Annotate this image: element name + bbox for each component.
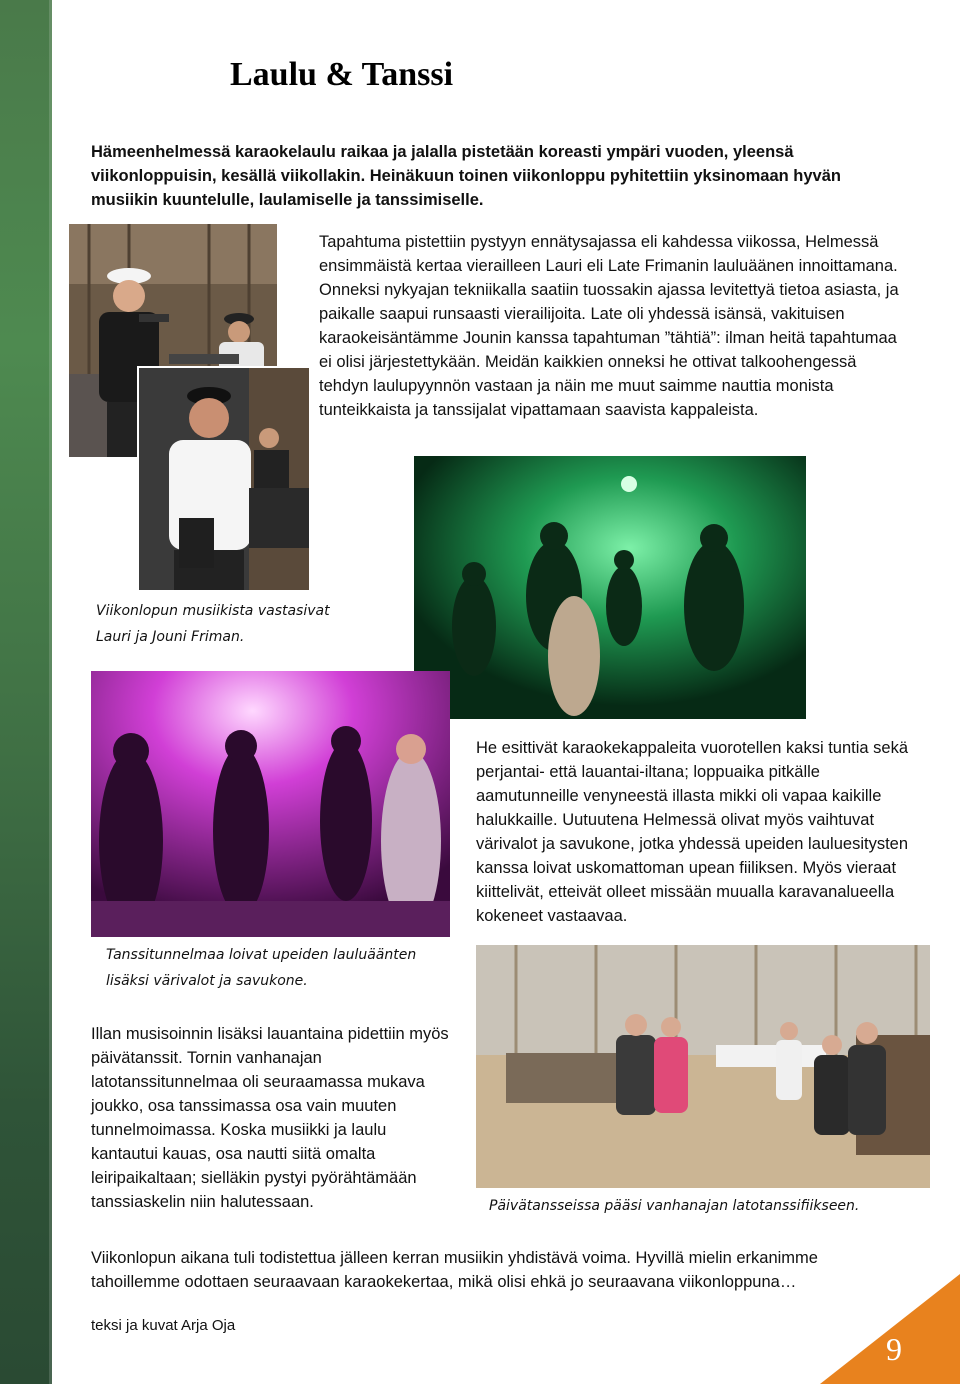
photo-barn-dance — [476, 945, 930, 1188]
page-title: Laulu & Tanssi — [230, 56, 454, 93]
photo-green-dancefloor — [414, 456, 806, 719]
photo-pink-dancefloor — [91, 671, 450, 937]
caption-lights: Tanssitunnelmaa loivat upeiden lauluäänten lisäksi värivalot ja savukone. — [106, 947, 417, 989]
caption-barn-dance: Päivätansseissa pääsi vanhanajan latotanssifiikseen. — [489, 1198, 860, 1214]
paragraph-3: Illan musisoinnin lisäksi lauantaina pidettiin myös päivätanssit. Tornin vanhanajan latotanssitunnelmaa oli seuraamassa mukava joukko, osa tanssimassa osa vain muuten tunnelmoimassa. Koska musiikki ja laulu kantautui kauas, osa nautti siitä omalta leiripaikaltaan; sielläkin pystyi pyörähtämään tanssiaskelin niin halutessaan. — [91, 1025, 449, 1211]
paragraph-1: Tapahtuma pistettiin pystyyn ennätysajassa eli kahdessa viikossa, Helmessä ensimmäistä kertaa vierailleen Lauri eli Late Frimanin lauluäänen innoittamana. Onneksi nykyajan tekniikalla saatiin tuossakin ajassa levitettyä tietoa asiasta, ja paikalle saapui runsaasti vierailijoita. Late oli yhdessä isänsä, vakituisen karaokeisäntämme Jounin kanssa tapahtuman ”tähtiä”: ilman heitä tapahtumaa ei olisi järjestettykään. Meidän kaikkien onneksi he ottivat talkoohengessä tehdyn laulupyynnön vastaan ja näin me muut saimme nauttia monista tunteikkaista ja tanssijalat vipattamaan saavista kappaleista. — [319, 233, 899, 419]
page-number: 9 — [886, 1331, 902, 1367]
caption-musicians: Viikonlopun musiikista vastasivat Lauri ja Jouni Friman. — [96, 603, 330, 645]
photo-credit: teksi ja kuvat Arja Oja — [91, 1317, 236, 1334]
closing-paragraph: Viikonlopun aikana tuli todistettua jälleen kerran musiikin yhdistävä voima. Hyvillä mielin erkanimme tahoillemme odottaen seuraavaan karaokekertaa, mikä olisi ehkä jo seuraavana viikonloppuna… — [91, 1249, 818, 1291]
intro-paragraph: Hämeenhelmessä karaokelaulu raikaa ja jalalla pistetään koreasti ympäri vuoden, yleensä viikonloppuisin, kesällä viikollakin. Heinäkuun toinen viikonloppu pyhitettiin yksinomaan hyvän musiikin kuuntelulle, laulamiselle ja tanssimiselle. — [91, 143, 841, 209]
photo-singer-jouni — [139, 368, 309, 590]
paragraph-2: He esittivät karaokekappaleita vuorotellen kaksi tuntia sekä perjantai- että lauantai-iltana; loppuaika pitkälle aamutunneille venyneestä illasta mikki oli vapaa kaikille halukkaille. Uutuutena Helmessä olivat myös vaihtuvat värivalot ja savukone, jotka yhdessä upeiden lauluesitysten kanssa loivat uskomattoman upean fiiliksen. Myös vieraat kiittelivät, etteivät olleet missään muualla karavanalueella kokeneet vastaavaa. — [476, 739, 909, 925]
left-green-sidebar — [0, 0, 52, 1384]
